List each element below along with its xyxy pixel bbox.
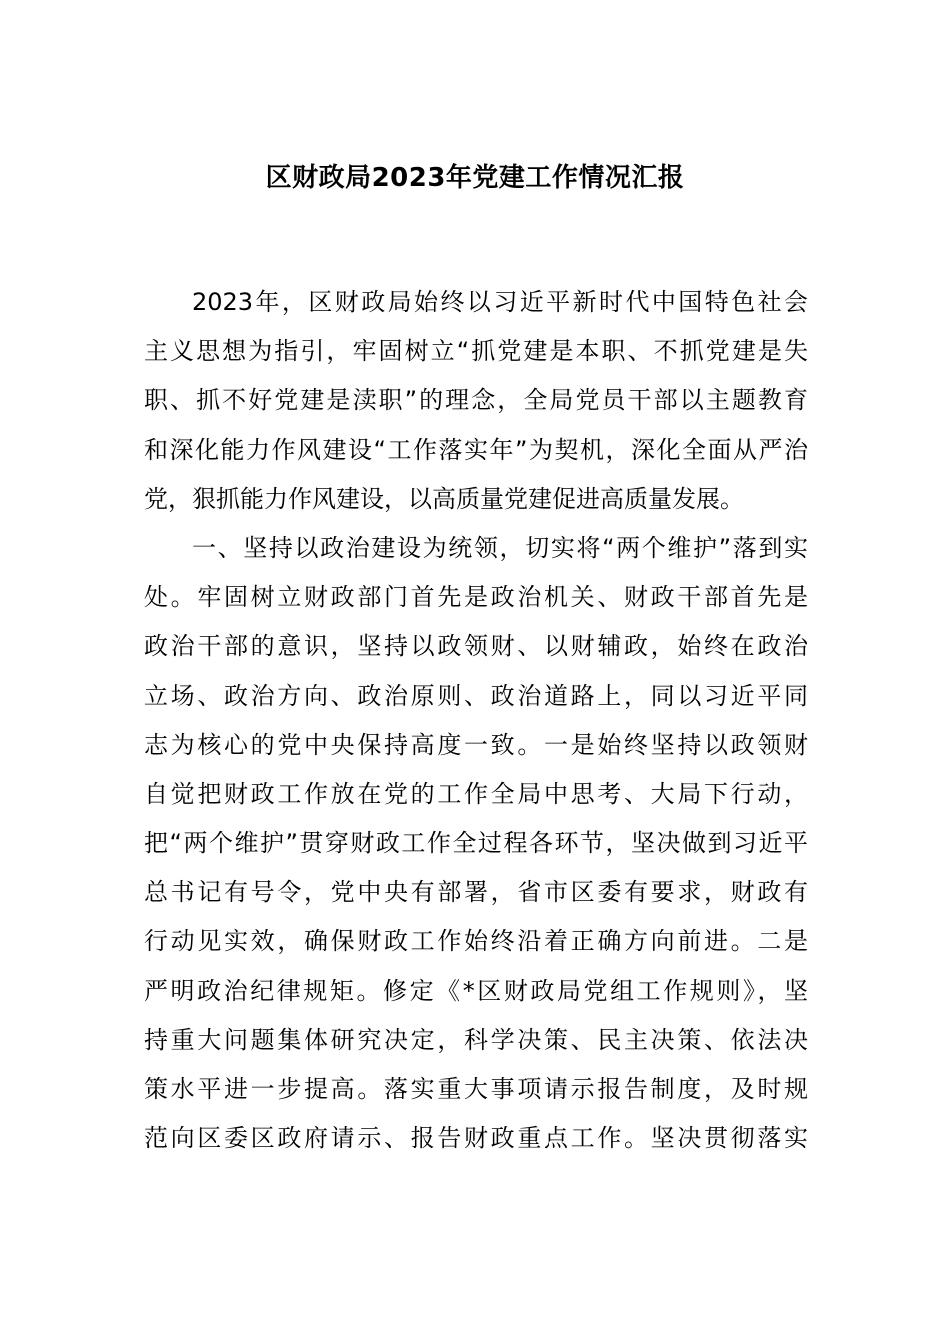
text-line: 范向区委区政府请示、报告财政重点工作。坚决贯彻落实	[144, 1124, 808, 1153]
text-line: 主义思想为指引，牢固树立“抓党建是本职、不抓党建是失	[144, 337, 808, 366]
text-line: 政治干部的意识，坚持以政领财、以财辅政，始终在政治	[144, 632, 808, 661]
text-line: 党，狠抓能力作风建设，以高质量党建促进高质量发展。	[144, 484, 744, 513]
document-body	[144, 278, 808, 1163]
text-line: 行动见实效，确保财政工作始终沿着正确方向前进。二是	[144, 927, 808, 956]
text-line: 总书记有号令，党中央有部署，省市区委有要求，财政有	[144, 878, 808, 907]
text-line: 自觉把财政工作放在党的工作全局中思考、大局下行动，	[144, 779, 808, 808]
text-line: 立场、政治方向、政治原则、政治道路上，同以习近平同	[144, 681, 808, 710]
text-line: 2023年，区财政局始终以习近平新时代中国特色社会	[192, 288, 808, 316]
paragraph-section-one	[144, 524, 808, 1163]
text-line: 一、坚持以政治建设为统领，切实将“两个维护”落到实	[192, 533, 808, 562]
document-title: 区财政局2023年党建工作情况汇报	[265, 163, 685, 193]
text-line: 持重大问题集体研究决定，科学决策、民主决策、依法决	[144, 1025, 808, 1054]
text-line: 处。牢固树立财政部门首先是政治机关、财政干部首先是	[144, 583, 808, 612]
text-line: 把“两个维护”贯穿财政工作全过程各环节，坚决做到习近平	[144, 829, 808, 858]
text-line: 和深化能力作风建设“工作落实年”为契机，深化全面从严治	[144, 435, 808, 464]
paragraph-intro	[144, 278, 808, 524]
text-line: 策水平进一步提高。落实重大事项请示报告制度，及时规	[144, 1075, 808, 1103]
text-line: 职、抓不好党建是渎职”的理念，全局党员干部以主题教育	[144, 386, 808, 415]
text-line: 严明政治纪律规矩。修定《*区财政局党组工作规则》，坚	[144, 976, 808, 1005]
text-line: 志为核心的党中央保持高度一致。一是始终坚持以政领财	[144, 730, 808, 759]
